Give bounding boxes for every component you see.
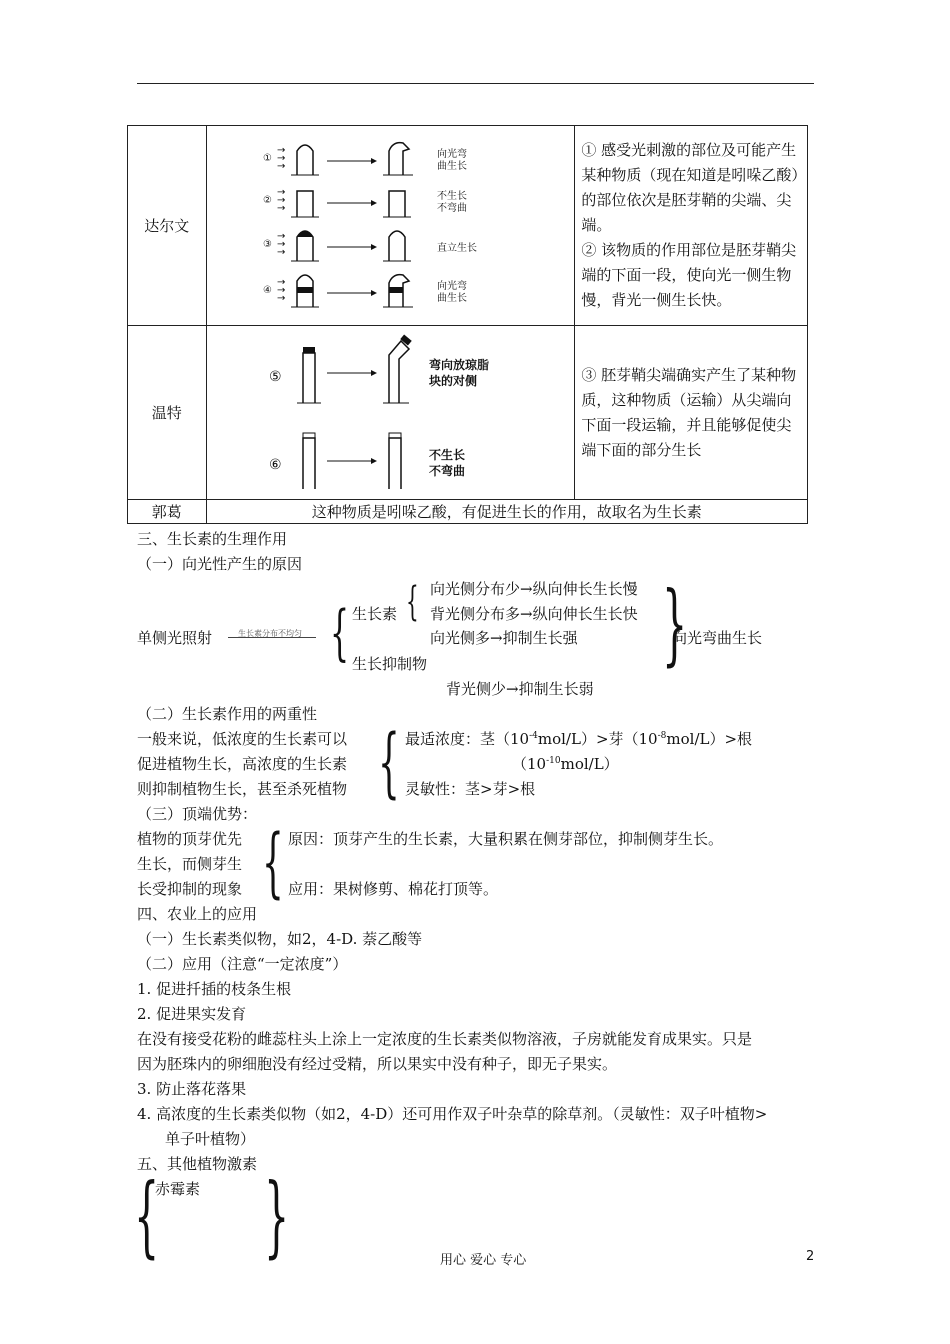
- svg-text:曲生长: 曲生长: [437, 160, 468, 172]
- duality-text-3: 则抑制植物生长，甚至杀死植物: [137, 780, 348, 798]
- scientist-kogl: 郭葛: [128, 500, 207, 524]
- svg-text:向光弯: 向光弯: [437, 280, 468, 292]
- svg-text:→: →: [277, 160, 286, 172]
- sensitivity: 灵敏性：茎>芽>根: [405, 780, 536, 798]
- brace-duality: {: [378, 717, 400, 806]
- svg-text:→: →: [277, 284, 286, 296]
- section5-title: 五、其他植物激素: [137, 1155, 258, 1173]
- svg-text:→: →: [277, 202, 286, 214]
- section4-sub2: （二）应用（注意“一定浓度”）: [137, 955, 348, 973]
- svg-text:不弯曲: 不弯曲: [437, 202, 468, 214]
- darwin-notes: [575, 126, 808, 326]
- apical-text-3: 长受抑制的现象: [137, 880, 243, 898]
- svg-text:不生长: 不生长: [437, 190, 468, 202]
- svg-text:→: →: [277, 152, 286, 164]
- brace-apical: {: [262, 817, 284, 906]
- svg-text:弯向放琼脂: 弯向放琼脂: [429, 357, 490, 372]
- item-3: 3. 防止落花落果: [137, 1080, 247, 1098]
- apical-text-1: 植物的顶芽优先: [137, 830, 243, 848]
- note-3: ③ 胚芽鞘尖端确实产生了某种物质，这种物质（运输）从尖端向下面一段运输，并且能够促使尖端下面的部分生长: [581, 365, 797, 459]
- svg-text:→: →: [277, 276, 286, 288]
- exp-label-2: ②: [263, 194, 273, 206]
- brace-auxin: {: [406, 579, 419, 625]
- svg-text:向光弯: 向光弯: [437, 148, 468, 160]
- svg-text:不生长: 不生长: [429, 447, 466, 462]
- svg-text:⑤: ⑤: [269, 368, 283, 385]
- svg-text:块的对侧: 块的对侧: [429, 373, 478, 388]
- section3-sub2: （二）生长素作用的两重性: [137, 705, 318, 723]
- phototropism-result: 向光弯曲生长: [672, 629, 763, 647]
- section3-sub3: （三）顶端优势：: [137, 805, 258, 823]
- scientist-went: 温特: [128, 326, 207, 500]
- note-1: ① 感受光刺激的部位及可能产生某种物质（现在知道是吲哚乙酸）的部位依次是胚芽鞘的尖端、尖端。: [581, 141, 799, 234]
- svg-text:→: →: [277, 246, 286, 258]
- went-experiment-diagram: [259, 333, 521, 493]
- svg-text:→: →: [277, 186, 286, 198]
- darwin-experiment-diagram: [259, 137, 521, 315]
- item-4-cont: 单子叶植物）: [165, 1130, 256, 1148]
- note-2: ② 该物质的作用部位是胚芽鞘尖端的下面一段，使向光一侧生物慢，背光一侧生长快。: [581, 241, 797, 309]
- auxin-label: 生长素: [352, 605, 398, 623]
- experiment-table: [127, 125, 808, 524]
- auxin-b: 背光侧分布多→纵向伸长生长快: [430, 605, 638, 623]
- brace-right: }: [662, 572, 688, 675]
- section4-sub1: （一）生长素类似物，如2，4-D. 萘乙酸等: [137, 930, 423, 948]
- phototropism-start: 单侧光照射: [137, 629, 213, 647]
- exp-label-4: ④: [263, 284, 273, 296]
- section3-title: 三、生长素的生理作用: [137, 530, 288, 548]
- darwin-figure: [206, 126, 575, 326]
- svg-text:曲生长: 曲生长: [437, 292, 468, 304]
- duality-text-2: 促进植物生长，高浓度的生长素: [137, 755, 348, 773]
- went-figure: [206, 326, 575, 500]
- auxin-a: 向光侧分布少→纵向伸长生长慢: [430, 580, 638, 598]
- scientist-darwin: 达尔文: [128, 126, 207, 326]
- exp-label-3: ③: [263, 238, 273, 250]
- apical-application: 应用：果树修剪、棉花打顶等。: [288, 880, 499, 898]
- apical-text-2: 生长，而侧芽生: [137, 855, 243, 873]
- svg-text:→: →: [277, 144, 286, 156]
- inhibitor-b: 背光侧少→抑制生长弱: [446, 680, 594, 698]
- hormone-gibberellin: 赤霉素: [155, 1180, 201, 1198]
- paragraph-line-2: 因为胚珠内的卵细胞没有经过受精，所以果实中没有种子，即无子果实。: [137, 1055, 618, 1073]
- table-row: [128, 126, 808, 326]
- section3-sub1: （一）向光性产生的原因: [137, 555, 303, 573]
- apical-reason: 原因：顶芽产生的生长素，大量积累在侧芽部位，抑制侧芽生长。: [288, 830, 724, 848]
- svg-text:⑥: ⑥: [269, 456, 283, 473]
- item-4: 4. 高浓度的生长素类似物（如2，4-D）还可用作双子叶杂草的除草剂。（灵敏性：双子叶植物>: [137, 1105, 768, 1123]
- page-number: 2: [806, 1249, 815, 1264]
- exp-label-1: ①: [263, 152, 273, 164]
- optimal-concentration: 最适浓度：茎$(10^{-4}mol/L)>$芽$(10^{-8}mol/L)>$根: [405, 730, 753, 748]
- kogl-summary: 这种物质是吲哚乙酸，有促进生长的作用，故取名为生长素: [206, 500, 807, 524]
- inhibitor-a: 向光侧多→抑制生长强: [430, 629, 578, 647]
- arrow-label: 生长素分布不均匀: [238, 629, 302, 638]
- item-2: 2. 促进果实发育: [137, 1005, 247, 1023]
- svg-text:直立生长: 直立生长: [437, 242, 478, 254]
- paragraph-line-1: 在没有接受花粉的雌蕊柱头上涂上一定浓度的生长素类似物溶液，子房就能发育成果实。只是: [137, 1030, 753, 1048]
- table-row: [128, 500, 808, 524]
- section4-title: 四、农业上的应用: [137, 905, 258, 923]
- table-row: [128, 326, 808, 500]
- footer-motto: 用心 爱心 专心: [440, 1253, 527, 1268]
- svg-text:不弯曲: 不弯曲: [429, 463, 466, 478]
- duality-text-1: 一般来说，低浓度的生长素可以: [137, 730, 348, 748]
- svg-text:→: →: [277, 238, 286, 250]
- went-notes: [575, 326, 808, 500]
- brace-hormones-left: {: [134, 1164, 160, 1267]
- brace-left: {: [330, 598, 350, 668]
- header-rule: [137, 83, 814, 84]
- svg-text:→: →: [277, 292, 286, 304]
- root-concentration: $(10^{-10}mol/L)$: [512, 755, 619, 773]
- item-1: 1. 促进扦插的枝条生根: [137, 980, 292, 998]
- brace-hormones-right: }: [264, 1164, 290, 1267]
- svg-text:→: →: [277, 230, 286, 242]
- inhibitor-label: 生长抑制物: [352, 655, 428, 673]
- svg-text:→: →: [277, 194, 286, 206]
